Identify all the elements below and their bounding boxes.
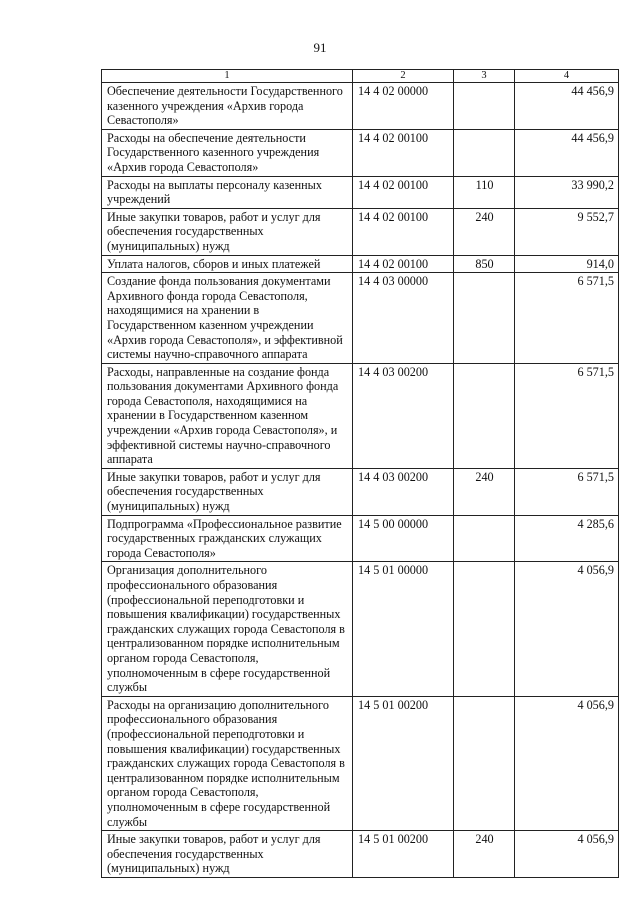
row-name: Уплата налогов, сборов и иных платежей (102, 255, 353, 273)
row-amount: 9 552,7 (515, 208, 619, 255)
row-amount: 4 285,6 (515, 515, 619, 562)
row-type (454, 363, 515, 468)
table-row (102, 515, 619, 562)
row-code: 14 4 02 00100 (353, 129, 454, 176)
row-type (454, 696, 515, 830)
row-name: Иные закупки товаров, работ и услуг для обеспечения государственных (муниципальных) нужд (102, 208, 353, 255)
row-type: 110 (454, 176, 515, 208)
row-type (454, 562, 515, 696)
row-type: 240 (454, 831, 515, 878)
row-code: 14 5 00 00000 (353, 515, 454, 562)
row-name: Иные закупки товаров, работ и услуг для обеспечения государственных (муниципальных) нужд (102, 831, 353, 878)
row-code: 14 4 03 00200 (353, 468, 454, 515)
table-row (102, 255, 619, 273)
row-type (454, 515, 515, 562)
row-name: Подпрограмма «Профессиональное развитие государственных гражданских служащих города Севастополя» (102, 515, 353, 562)
table-row (102, 208, 619, 255)
row-code: 14 4 02 00100 (353, 255, 454, 273)
row-code: 14 4 02 00000 (353, 83, 454, 130)
row-name: Расходы на обеспечение деятельности Государственного казенного учреждения «Архив города Севастополя» (102, 129, 353, 176)
row-amount: 33 990,2 (515, 176, 619, 208)
row-code: 14 4 03 00000 (353, 273, 454, 364)
row-code: 14 5 01 00200 (353, 831, 454, 878)
row-type (454, 129, 515, 176)
table-row (102, 83, 619, 130)
row-type: 240 (454, 208, 515, 255)
table-row (102, 831, 619, 878)
row-amount: 6 571,5 (515, 273, 619, 364)
column-header-2: 2 (353, 70, 454, 83)
column-header-3: 3 (454, 70, 515, 83)
row-name: Иные закупки товаров, работ и услуг для обеспечения государственных (муниципальных) нужд (102, 468, 353, 515)
table-row (102, 363, 619, 468)
row-amount: 6 571,5 (515, 468, 619, 515)
table-row (102, 273, 619, 364)
table-row (102, 696, 619, 830)
row-amount: 4 056,9 (515, 696, 619, 830)
table-row (102, 468, 619, 515)
row-type: 240 (454, 468, 515, 515)
column-header-4: 4 (515, 70, 619, 83)
row-code: 14 5 01 00200 (353, 696, 454, 830)
row-amount: 4 056,9 (515, 562, 619, 696)
row-type (454, 273, 515, 364)
row-code: 14 4 03 00200 (353, 363, 454, 468)
row-amount: 914,0 (515, 255, 619, 273)
column-header-1: 1 (102, 70, 353, 83)
row-name: Создание фонда пользования документами Архивного фонда города Севастополя, находящимися на хранении в Государственном казенном учреждении «Архив города Севастополя», и эффективной системы научно-справочного аппарата (102, 273, 353, 364)
table-row (102, 129, 619, 176)
row-type (454, 83, 515, 130)
row-name: Расходы, направленные на создание фонда пользования документами Архивного фонда города Севастополя, находящимися на хранении в Государственном казенном учреждении «Архив города Севастополя», и эффективной системы научно-справочного аппарата (102, 363, 353, 468)
row-name: Обеспечение деятельности Государственного казенного учреждения «Архив города Севастополя» (102, 83, 353, 130)
row-amount: 44 456,9 (515, 129, 619, 176)
row-amount: 4 056,9 (515, 831, 619, 878)
row-name: Расходы на организацию дополнительного профессионального образования (профессиональной переподготовки и повышения квалификации) государственных гражданских служащих города Севастополя в централизованном порядке исполнительным органом города Севастополя, уполномоченным в сфере государственной службы (102, 696, 353, 830)
row-code: 14 4 02 00100 (353, 208, 454, 255)
row-amount: 6 571,5 (515, 363, 619, 468)
row-type: 850 (454, 255, 515, 273)
table-header-row (102, 70, 619, 83)
row-code: 14 4 02 00100 (353, 176, 454, 208)
table-row (102, 176, 619, 208)
row-name: Расходы на выплаты персоналу казенных учреждений (102, 176, 353, 208)
row-amount: 44 456,9 (515, 83, 619, 130)
page-number: 91 (313, 40, 327, 55)
budget-table (101, 69, 619, 878)
row-code: 14 5 01 00000 (353, 562, 454, 696)
table-row (102, 562, 619, 696)
row-name: Организация дополнительного профессионального образования (профессиональной переподготовки и повышения квалификации) государственных гражданских служащих города Севастополя в централизованном порядке исполнительным органом города Севастополя, уполномоченным в сфере государственной службы (102, 562, 353, 696)
